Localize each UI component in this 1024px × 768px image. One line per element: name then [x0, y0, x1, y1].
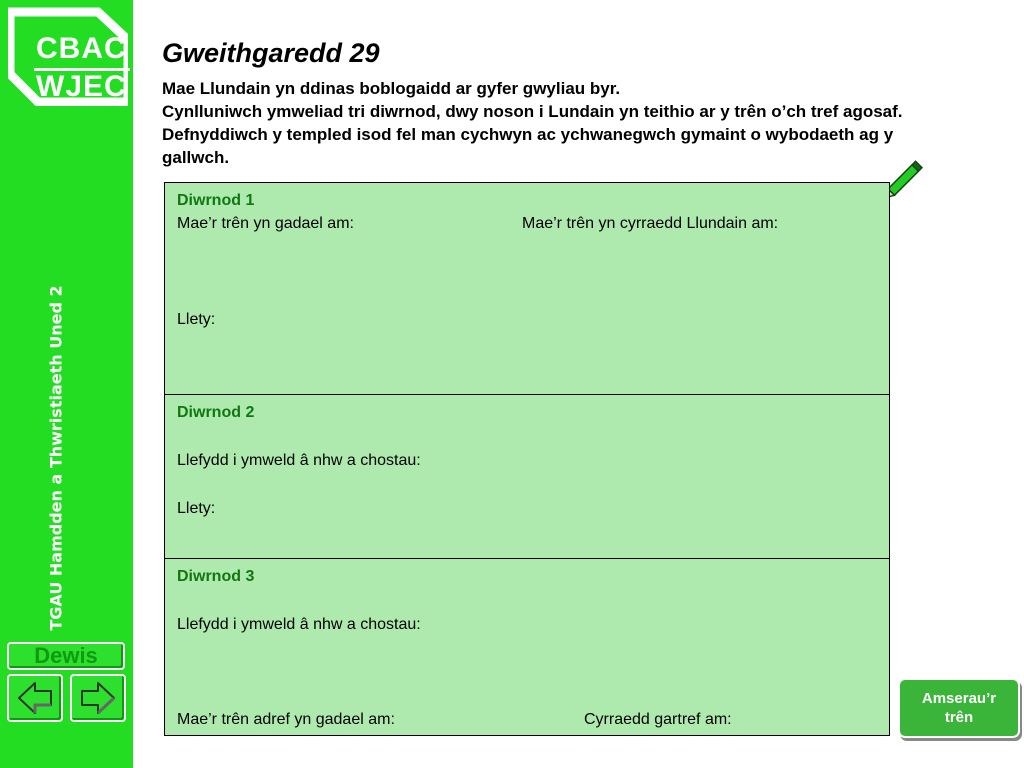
sidebar	[0, 0, 133, 768]
previous-button[interactable]	[7, 674, 63, 722]
return-departure-label: Mae’r trên adref yn gadael am:	[177, 711, 395, 728]
day-1-section[interactable]	[165, 183, 889, 395]
day-2-title: Diwrnod 2	[177, 404, 255, 421]
logo-line-1: CBAC	[36, 32, 127, 65]
choose-button[interactable]	[7, 642, 125, 670]
instructions-line-1: Mae Llundain yn ddinas boblogaidd ar gyfer gwyliau byr.	[162, 79, 621, 98]
course-title: TGAU Hamdden a Thwristiaeth Uned 2	[46, 285, 66, 631]
day-3-places-label: Llefydd i ymweld â nhw a chostau:	[177, 616, 421, 633]
planner-table	[164, 182, 890, 736]
instructions-line-2: Cynlluniwch ymweliad tri diwrnod, dwy noson i Lundain yn teithio ar y trên o’ch tref agosaf. Defnyddiwch y templed isod fel man cychwyn ac ychwanegwch gymaint o wybodaeth ag y gallwch.	[162, 102, 903, 167]
day-2-section[interactable]	[165, 395, 889, 559]
arrow-left-icon	[9, 676, 61, 720]
train-times-label-line-1: Amserau’r	[921, 690, 997, 707]
day-1-title: Diwrnod 1	[177, 192, 255, 209]
departure-label: Mae’r trên yn gadael am:	[177, 215, 354, 232]
logo-line-2: WJEC	[36, 70, 127, 103]
cbac-wjec-logo	[8, 6, 128, 106]
day-1-lodging-label: Llety:	[177, 311, 216, 328]
page-title: Gweithgaredd 29	[162, 38, 380, 68]
train-times-label-line-2: trên	[944, 709, 974, 726]
arrow-right-icon	[72, 676, 124, 720]
instructions	[162, 77, 962, 169]
next-button[interactable]	[70, 674, 126, 722]
day-3-title: Diwrnod 3	[177, 568, 255, 585]
day-3-section[interactable]	[165, 559, 889, 735]
day-2-places-label: Llefydd i ymweld â nhw a chostau:	[177, 452, 421, 469]
train-times-button[interactable]	[898, 678, 1020, 738]
day-2-lodging-label: Llety:	[177, 500, 216, 517]
arrival-label: Mae’r trên yn cyrraedd Llundain am:	[522, 215, 779, 232]
choose-button-label: Dewis	[34, 643, 98, 668]
arrive-home-label: Cyrraedd gartref am:	[584, 711, 732, 728]
